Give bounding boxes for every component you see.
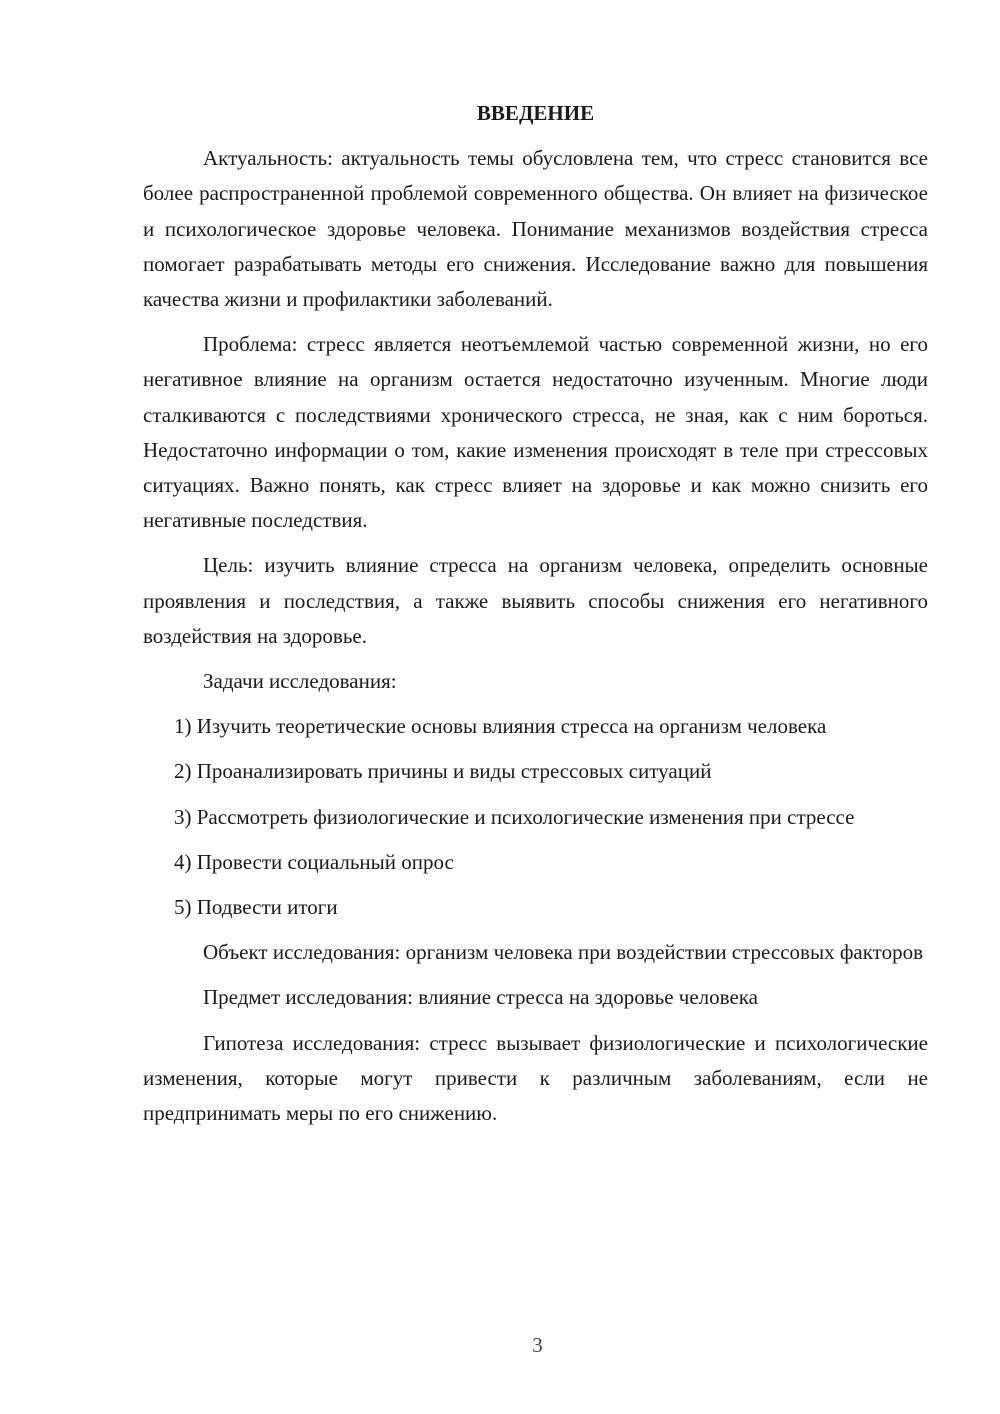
task-item: 5) Подвести итоги	[174, 895, 338, 920]
task-item: 1) Изучить теоретические основы влияния стресса на организм человека	[174, 714, 827, 739]
task-item: 4) Провести социальный опрос	[174, 849, 454, 874]
goal-paragraph: Цель: изучить влияние стресса на организм человека, определить основные проявления и последствия, а также выявить способы снижения его негативного воздействия на здоровье.	[143, 553, 928, 648]
research-object-paragraph: Объект исследования: организм человека при воздействии стрессовых факторов	[203, 940, 923, 965]
page-number: 3	[532, 1333, 543, 1357]
task-item: 2) Проанализировать причины и виды стрессовых ситуаций	[174, 759, 712, 784]
problem-paragraph: Проблема: стресс является неотъемлемой частью современной жизни, но его негативное влияние на организм остается недостаточно изученным. Многие люди сталкиваются с последствиями хронического стресса, не зная, как с ним бороться. Недостаточно информации о том, какие изменения происходят в теле при стрессовых ситуациях. Важно понять, как стресс влияет на здоровье и как можно снизить его негативные последствия.	[143, 332, 928, 533]
research-subject-paragraph: Предмет исследования: влияние стресса на здоровье человека	[203, 985, 758, 1010]
tasks-heading: Задачи исследования:	[203, 669, 397, 694]
section-title: ВВЕДЕНИЕ	[476, 101, 595, 125]
task-item: 3) Рассмотреть физиологические и психологические изменения при стрессе	[174, 804, 855, 829]
relevance-paragraph: Актуальность: актуальность темы обусловлена тем, что стресс становится все более распространенной проблемой современного общества. Он влияет на физическое и психологическое здоровье человека. Понимание механизмов воздействия стресса помогает разрабатывать методы его снижения. Исследование важно для повышения качества жизни и профилактики заболеваний.	[143, 146, 928, 311]
document-body	[143, 96, 928, 1131]
hypothesis-paragraph: Гипотеза исследования: стресс вызывает физиологические и психологические изменения, которые могут привести к различным заболеваниям, если не предпринимать меры по его снижению.	[143, 1030, 928, 1126]
